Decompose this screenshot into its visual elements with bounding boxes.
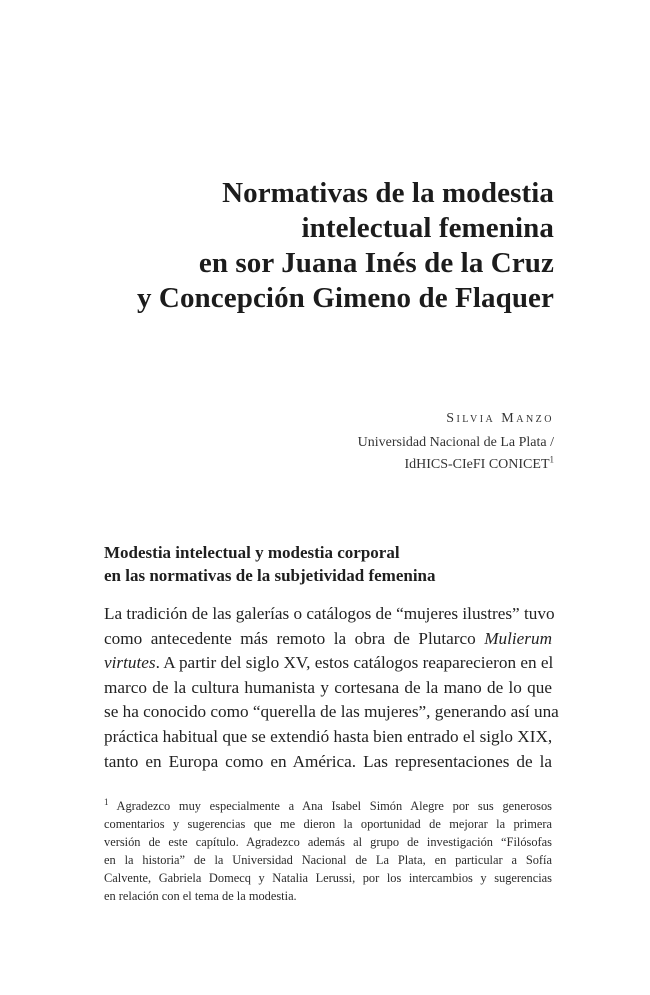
italic-title: Mulierum <box>484 628 552 648</box>
chapter-title-line: Normativas de la modestia <box>222 177 554 209</box>
body-line: marco de la cultura humanista y cortesana de la mano de lo que <box>104 677 552 697</box>
body-line: se ha conocido como “querella de las mujeres”, generando así una <box>104 702 559 722</box>
author-name: Silvia Manzo <box>446 411 554 426</box>
body-text-span: . A partir del siglo XV, estos catálogos reaparecieron en el <box>155 653 554 673</box>
author-affiliation-text: IdHICS-CIeFI CONICET <box>404 457 550 472</box>
body-text-span: como antecedente más remoto la obra de Plutarco <box>104 628 485 648</box>
chapter-title-line: intelectual femenina <box>301 212 554 244</box>
footnote-line: Calvente, Gabriela Domecq y Natalia Lerussi, por los intercambios y sugerencias <box>104 871 552 885</box>
body-paragraph <box>104 602 559 774</box>
body-line: práctica habitual que se extendió hasta bien entrado el siglo XIX, <box>104 726 553 746</box>
footnote-line: en relación con el tema de la modestia. <box>104 889 297 903</box>
chapter-title-line: y Concepción Gimeno de Flaquer <box>136 282 554 314</box>
footnote-line: versión de este capítulo. Agradezco además al grupo de investigación “Filósofas <box>104 835 552 849</box>
author-block <box>358 408 554 476</box>
footnote-line: comentarios y sugerencias que me dieron la oportunidad de mejorar la primera <box>104 817 552 831</box>
section-heading-line: Modestia intelectual y modestia corporal <box>104 543 400 562</box>
italic-title: virtutes <box>104 653 156 673</box>
footnote-text: Agradezco muy especialmente a Ana Isabel Simón Alegre por sus generosos <box>108 799 552 813</box>
section-heading-line: en las normativas de la subjetividad femenina <box>104 566 436 585</box>
body-line <box>104 651 552 676</box>
chapter-title <box>137 176 554 316</box>
chapter-title-line: en sor Juana Inés de la Cruz <box>198 247 554 279</box>
author-affiliation <box>358 454 554 476</box>
footnote-line <box>104 797 552 815</box>
author-affiliation: Universidad Nacional de La Plata / <box>357 435 554 450</box>
section-heading <box>104 541 436 587</box>
body-line: La tradición de las galerías o catálogos de “mujeres ilustres” tuvo <box>104 604 555 623</box>
footnote <box>104 797 552 905</box>
footnote-line: en la historia” de la Universidad Nacional de La Plata, en particular a Sofía <box>104 853 552 867</box>
body-line: tanto en Europa como en América. Las representaciones de la <box>104 751 552 771</box>
footnote-reference[interactable]: 1 <box>549 454 554 465</box>
footnote-marker: 1 <box>104 796 109 807</box>
body-line <box>104 627 552 652</box>
